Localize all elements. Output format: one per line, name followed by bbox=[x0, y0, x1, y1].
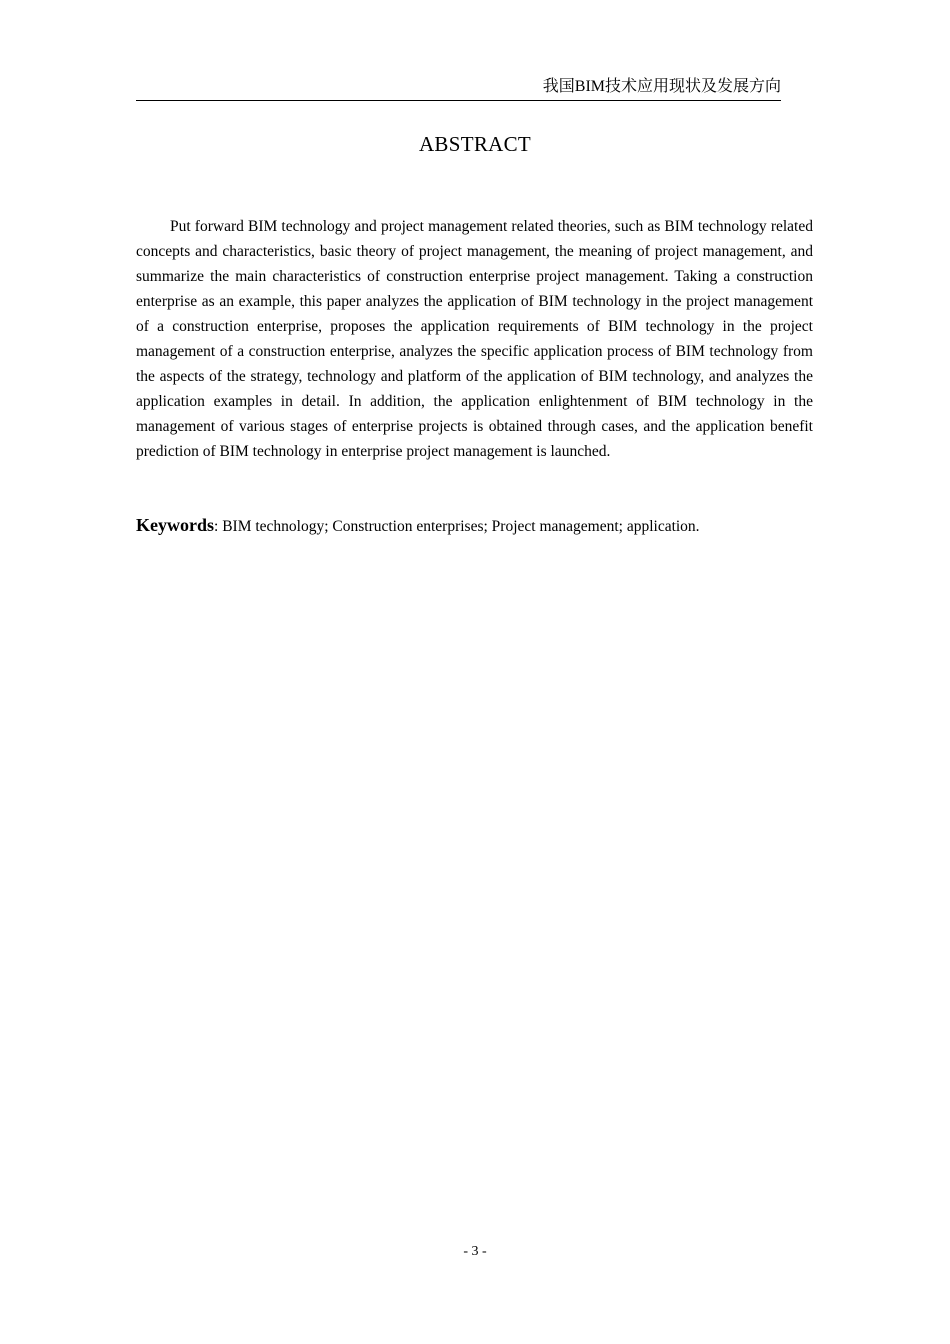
page-header bbox=[136, 76, 781, 101]
abstract-title: ABSTRACT bbox=[418, 132, 532, 156]
abstract-body: Put forward BIM technology and project management related theories, such as BIM technology related concepts and characteristics, basic theory of project management, the meaning of project management, and summarize the main characteristics of construction enterprise project management. Taking a construction enterprise as an example, this paper analyzes the application of BIM technology in the project management of a construction enterprise, proposes the application requirements of BIM technology in the project management of a construction enterprise, analyzes the specific application process of BIM technology from the aspects of the strategy, technology and platform of the application of BIM technology, and analyzes the application examples in detail. In addition, the application enlightenment of BIM technology in the management of various stages of enterprise projects is obtained through cases, and the application benefit prediction of BIM technology in enterprise project management is launched. bbox=[136, 218, 813, 460]
keywords-separator: : bbox=[214, 518, 223, 535]
keywords-line bbox=[136, 513, 813, 539]
keywords-label: Keywords bbox=[136, 515, 214, 535]
running-title: 我国BIM技术应用现状及发展方向 bbox=[542, 78, 781, 95]
keywords-text: BIM technology; Construction enterprises; Project management; application. bbox=[222, 518, 700, 535]
page-number: - 3 - bbox=[463, 1244, 487, 1259]
